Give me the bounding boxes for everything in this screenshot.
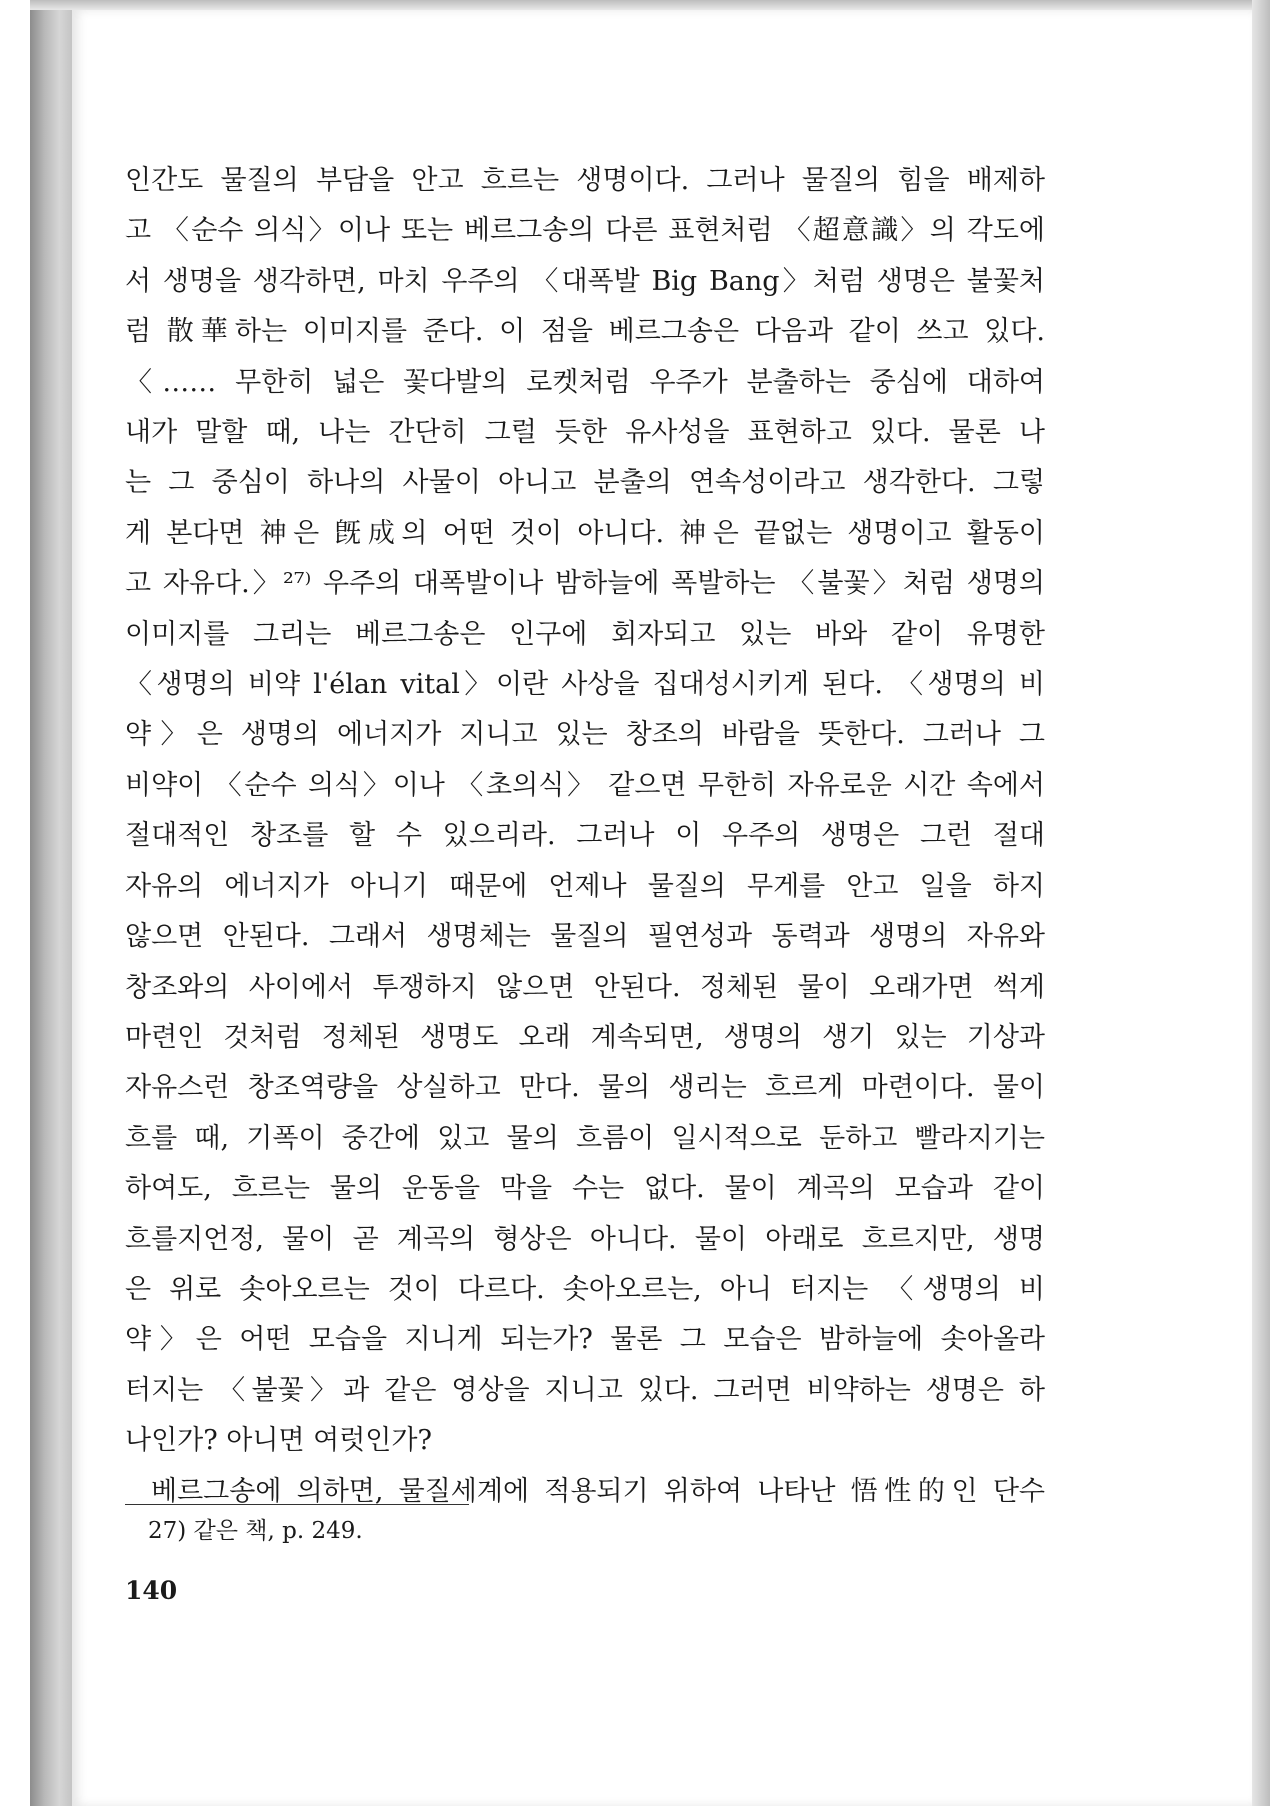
text-line: 자유스런 창조역량을 상실하고 만다. 물의 생리는 흐르게 마련이다. 물이: [125, 1072, 1045, 1104]
text-line: 않으면 안된다. 그래서 생명체는 물질의 필연성과 동력과 생명의 자유와: [125, 921, 1045, 953]
text-line: 비약이 〈순수 의식〉이나 〈초의식〉 같으면 무한히 자유로운 시간 속에서: [125, 769, 1045, 801]
text-line: 절대적인 창조를 할 수 있으리라. 그러나 이 우주의 생명은 그런 절대: [125, 820, 1045, 852]
text-line: 하여도, 흐르는 물의 운동을 막을 수는 없다. 물이 계곡의 모습과 같이: [125, 1173, 1045, 1205]
book-top-edge: [30, 0, 1262, 10]
text-line: 〈…… 무한히 넓은 꽃다발의 로켓처럼 우주가 분출하는 중심에 대하여: [125, 366, 1045, 398]
text-line-paragraph-start: 베르그송에 의하면, 물질세계에 적용되기 위하여 나타난 悟性的인 단수: [151, 1475, 1045, 1507]
text-line: 창조와의 사이에서 투쟁하지 않으면 안된다. 정체된 물이 오래가면 썩게: [125, 971, 1045, 1003]
text-line: 고 자유다.〉²⁷⁾ 우주의 대폭발이나 밤하늘에 폭발하는 〈불꽃〉처럼 생명의: [125, 568, 1045, 600]
text-line-paragraph-end: 나인가? 아니면 여럿인가?: [125, 1425, 432, 1457]
text-line: 마련인 것처럼 정체된 생명도 오래 계속되면, 생명의 생기 있는 기상과: [125, 1021, 1045, 1053]
book-fore-edge: [1252, 0, 1270, 1806]
text-line: 게 본다면 神은 旣成의 어떤 것이 아니다. 神은 끝없는 생명이고 활동이: [125, 517, 1045, 549]
footnote-divider: [125, 1504, 469, 1505]
text-line: 약〉은 어떤 모습을 지니게 되는가? 물론 그 모습은 밤하늘에 솟아올라: [125, 1324, 1045, 1356]
text-line: 이미지를 그리는 베르그송은 인구에 회자되고 있는 바와 같이 유명한: [125, 618, 1045, 650]
text-line: 럼 散華하는 이미지를 준다. 이 점을 베르그송은 다음과 같이 쓰고 있다.: [125, 316, 1045, 348]
text-line: 고 〈순수 의식〉이나 또는 베르그송의 다른 표현처럼 〈超意識〉의 각도에: [125, 215, 1045, 247]
book-spine: [30, 0, 72, 1806]
footnote: 27) 같은 책, p. 249.: [148, 1518, 363, 1544]
text-line: 〈생명의 비약 l'élan vital〉이란 사상을 집대성시키게 된다. 〈생명의 비: [125, 669, 1045, 701]
body-text: [125, 156, 1045, 1517]
text-line: 는 그 중심이 하나의 사물이 아니고 분출의 연속성이라고 생각한다. 그렇: [125, 467, 1045, 499]
text-line: 서 생명을 생각하면, 마치 우주의 〈대폭발 Big Bang〉처럼 생명은 불꽃처: [125, 265, 1045, 297]
text-line: 약〉은 생명의 에너지가 지니고 있는 창조의 바람을 뜻한다. 그러나 그: [125, 719, 1045, 751]
text-line: 흐를지언정, 물이 곧 계곡의 형상은 아니다. 물이 아래로 흐르지만, 생명: [125, 1223, 1045, 1255]
text-line: 터지는 〈불꽃〉과 같은 영상을 지니고 있다. 그러면 비약하는 생명은 하: [125, 1374, 1045, 1406]
text-line: 자유의 에너지가 아니기 때문에 언제나 물질의 무게를 안고 일을 하지: [125, 870, 1045, 902]
text-line: 내가 말할 때, 나는 간단히 그럴 듯한 유사성을 표현하고 있다. 물론 나: [125, 417, 1045, 449]
text-line: 인간도 물질의 부담을 안고 흐르는 생명이다. 그러나 물질의 힘을 배제하: [125, 165, 1045, 196]
page-number: 140: [125, 1576, 178, 1605]
text-line: 은 위로 솟아오르는 것이 다르다. 솟아오르는, 아니 터지는 〈생명의 비: [125, 1273, 1045, 1305]
text-line: 흐를 때, 기폭이 중간에 있고 물의 흐름이 일시적으로 둔하고 빨라지기는: [125, 1122, 1045, 1154]
